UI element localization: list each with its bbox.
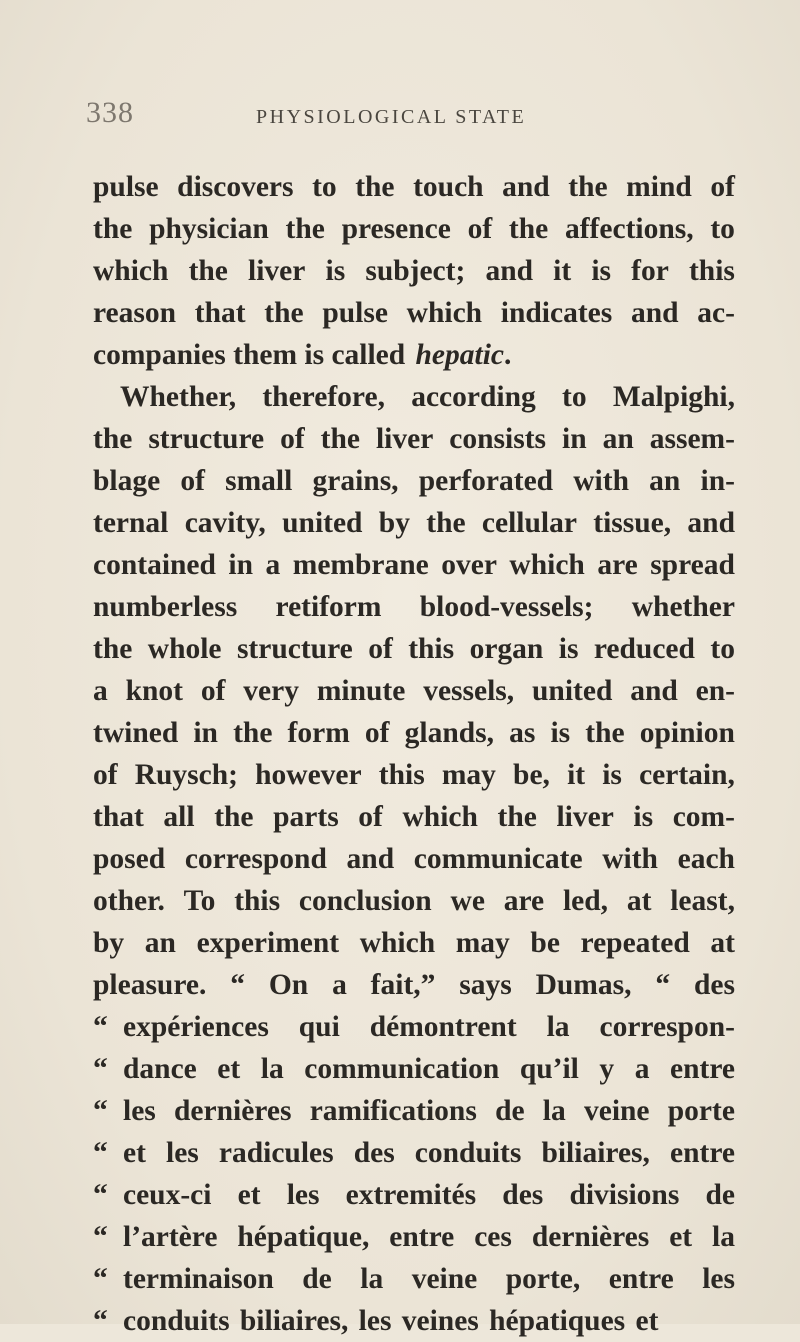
word: dernières xyxy=(174,1095,292,1127)
word: consists xyxy=(449,423,547,455)
quote-mark: “ xyxy=(93,1305,108,1337)
word: united xyxy=(282,507,363,539)
word: veine xyxy=(583,1095,650,1127)
running-head: PHYSIOLOGICAL STATE xyxy=(256,106,527,128)
word: entre xyxy=(670,1053,735,1085)
word: opinion xyxy=(639,717,735,749)
word: ramifications xyxy=(309,1095,477,1127)
word: however xyxy=(255,759,362,791)
word: over xyxy=(441,549,497,581)
word: structure xyxy=(236,633,353,665)
word: for xyxy=(631,255,669,287)
word: liver xyxy=(556,801,614,833)
word: reason xyxy=(93,297,177,329)
page-number: 338 xyxy=(86,96,134,129)
word: les xyxy=(166,1137,199,1169)
quote-line xyxy=(93,1132,735,1174)
word: entre xyxy=(670,1137,735,1169)
word: the xyxy=(585,717,625,749)
word: united xyxy=(532,675,613,707)
word: Dumas, xyxy=(535,969,632,1001)
word: at xyxy=(710,927,735,959)
word: retiform xyxy=(275,591,382,623)
word: an xyxy=(649,465,681,497)
word: tissue, xyxy=(593,507,672,539)
word: to xyxy=(710,213,735,245)
word: an xyxy=(602,423,634,455)
word: Ruysch; xyxy=(134,759,238,791)
word: in xyxy=(193,717,218,749)
word: which xyxy=(406,297,483,329)
word: each xyxy=(677,843,735,875)
word: the xyxy=(264,297,304,329)
word: les xyxy=(358,1305,392,1337)
word: the xyxy=(233,717,273,749)
word: as xyxy=(509,717,536,749)
quote-mark: “ xyxy=(93,1011,108,1043)
page-header xyxy=(0,96,800,136)
word: la xyxy=(712,1221,735,1253)
word: et xyxy=(123,1137,146,1169)
quote-line xyxy=(93,1048,735,1090)
word: by xyxy=(93,927,125,959)
word: knot xyxy=(125,675,183,707)
word: the xyxy=(93,633,133,665)
word: in xyxy=(562,423,587,455)
word: be xyxy=(530,927,560,959)
text-line xyxy=(93,670,735,712)
text-line xyxy=(93,292,735,334)
word: membrane xyxy=(292,549,429,581)
word: this xyxy=(234,885,281,917)
text-line xyxy=(93,838,735,880)
word: to xyxy=(312,171,337,203)
word: veine xyxy=(411,1263,478,1295)
word: pulse xyxy=(322,297,388,329)
word: of xyxy=(364,717,390,749)
word: et xyxy=(217,1053,241,1085)
word: may xyxy=(441,759,496,791)
word: a xyxy=(332,969,347,1001)
word: according xyxy=(411,381,536,413)
quote-line xyxy=(93,1258,735,1300)
body-text xyxy=(93,166,735,1342)
word: Whether, xyxy=(120,381,237,413)
text-line xyxy=(93,502,735,544)
word: les xyxy=(123,1095,156,1127)
quote-mark: “ xyxy=(93,1263,108,1295)
word: it xyxy=(553,255,572,287)
word: the xyxy=(188,255,228,287)
word: this xyxy=(408,633,455,665)
word: and xyxy=(630,297,679,329)
word: the xyxy=(214,801,254,833)
word: veines xyxy=(401,1305,479,1337)
word: “ xyxy=(655,969,671,1001)
word: the xyxy=(93,423,133,455)
word: is xyxy=(325,255,346,287)
word: of xyxy=(710,171,735,203)
word: of xyxy=(200,675,226,707)
word: the xyxy=(285,213,325,245)
word: cellular xyxy=(481,507,577,539)
word: et xyxy=(669,1221,693,1253)
word: en- xyxy=(695,675,735,707)
word: de xyxy=(495,1095,525,1127)
word: porte xyxy=(667,1095,735,1127)
text-line xyxy=(93,586,735,628)
word: posed xyxy=(93,843,166,875)
word: says xyxy=(459,969,512,1001)
word: the xyxy=(355,171,395,203)
word: the xyxy=(497,801,537,833)
word: radicules xyxy=(218,1137,334,1169)
word: which xyxy=(359,927,436,959)
word: blood-vessels; xyxy=(419,591,594,623)
word: the xyxy=(568,171,608,203)
word: are xyxy=(503,885,545,917)
word: grains, xyxy=(312,465,399,497)
word: indicates xyxy=(500,297,613,329)
word: hépatiques xyxy=(489,1305,626,1337)
word: porte, xyxy=(505,1263,581,1295)
word: conclusion xyxy=(298,885,432,917)
word: of xyxy=(280,423,305,455)
word: entre xyxy=(389,1221,455,1253)
word: liver xyxy=(375,423,434,455)
word: to xyxy=(562,381,587,413)
text-line xyxy=(93,460,735,502)
word: therefore, xyxy=(262,381,385,413)
word: com- xyxy=(672,801,735,833)
italic-term: hepatic xyxy=(415,339,504,371)
word: contained xyxy=(93,549,216,581)
word: ces xyxy=(474,1221,512,1253)
word: y xyxy=(599,1053,615,1085)
quote-mark: “ xyxy=(93,1137,108,1169)
word: and xyxy=(630,675,678,707)
text-line xyxy=(93,712,735,754)
word: hépatique, xyxy=(237,1221,370,1253)
text-line xyxy=(93,796,735,838)
text-line xyxy=(93,880,735,922)
word: repeated xyxy=(580,927,690,959)
word: assem- xyxy=(649,423,735,455)
word: certain, xyxy=(639,759,735,791)
word: correspond xyxy=(184,843,327,875)
word: the xyxy=(508,213,549,245)
word: biliaires, xyxy=(239,1305,349,1337)
word: terminaison xyxy=(123,1263,274,1295)
word: that xyxy=(194,297,246,329)
word: liver xyxy=(248,255,306,287)
word: led, xyxy=(562,885,609,917)
text-line xyxy=(93,334,735,376)
word: de xyxy=(302,1263,332,1295)
word: mind xyxy=(626,171,692,203)
word: to xyxy=(710,633,735,665)
word: ternal xyxy=(93,507,169,539)
word: dernières xyxy=(531,1221,650,1253)
text-line xyxy=(93,166,735,208)
word: very xyxy=(243,675,299,707)
word: la xyxy=(546,1011,570,1043)
word: may xyxy=(455,927,510,959)
word: divisions xyxy=(569,1179,680,1211)
word: conduits xyxy=(123,1305,230,1337)
word: by xyxy=(378,507,410,539)
word: form xyxy=(287,717,350,749)
word: pulse xyxy=(93,171,159,203)
word: of xyxy=(467,213,493,245)
word: la xyxy=(260,1053,284,1085)
word: et xyxy=(635,1305,659,1337)
text-line xyxy=(93,418,735,460)
word: be, xyxy=(513,759,550,791)
word: in- xyxy=(700,465,735,497)
word: other. xyxy=(93,885,165,917)
quote-mark: “ xyxy=(93,1053,108,1085)
word: physician xyxy=(149,213,269,245)
word: whole xyxy=(147,633,222,665)
word: dance xyxy=(123,1053,197,1085)
word: qui xyxy=(298,1011,340,1043)
text-line xyxy=(93,922,735,964)
word: qu’il xyxy=(519,1053,579,1085)
word: perforated xyxy=(418,465,554,497)
word: spread xyxy=(650,549,735,581)
word: biliaires, xyxy=(541,1137,650,1169)
word: glands, xyxy=(404,717,494,749)
word: small xyxy=(225,465,293,497)
text-line xyxy=(93,250,735,292)
word: expériences xyxy=(123,1011,269,1043)
word: the xyxy=(426,507,466,539)
word: entre xyxy=(608,1263,674,1295)
word: la xyxy=(542,1095,566,1127)
word: and xyxy=(687,507,735,539)
word: On xyxy=(268,969,309,1001)
word: Malpighi, xyxy=(612,381,735,413)
line-end-punct: . xyxy=(504,339,512,371)
word: all xyxy=(163,801,195,833)
word: it xyxy=(567,759,586,791)
word: affections, xyxy=(564,213,694,245)
quote-line xyxy=(93,1216,735,1258)
word: an xyxy=(144,927,176,959)
word: pleasure. xyxy=(93,969,207,1001)
word: des xyxy=(353,1137,395,1169)
word: we xyxy=(450,885,485,917)
word: organ xyxy=(469,633,544,665)
word: touch xyxy=(413,171,484,203)
word: least, xyxy=(670,885,735,917)
word: ac- xyxy=(697,297,735,329)
word: reduced xyxy=(593,633,695,665)
word: twined xyxy=(93,717,179,749)
text-line xyxy=(93,754,735,796)
word: experiment xyxy=(196,927,340,959)
text-line xyxy=(93,376,735,418)
word: presence xyxy=(341,213,451,245)
word: démontrent xyxy=(369,1011,517,1043)
word: structure xyxy=(148,423,265,455)
word: are xyxy=(597,549,638,581)
text-line xyxy=(93,208,735,250)
word: des xyxy=(693,969,735,1001)
word: fait,” xyxy=(370,969,436,1001)
text-line-start: companies them is called xyxy=(93,339,406,371)
word: l’artère xyxy=(123,1221,218,1253)
word: a xyxy=(93,675,108,707)
word: conduits xyxy=(414,1137,522,1169)
word: which xyxy=(509,549,585,581)
word: parts xyxy=(273,801,339,833)
word: which xyxy=(93,255,169,287)
word: and xyxy=(485,255,534,287)
word: les xyxy=(286,1179,320,1211)
word: is xyxy=(550,717,571,749)
text-line xyxy=(93,628,735,670)
word: les xyxy=(702,1263,735,1295)
word: is xyxy=(602,759,622,791)
word: is xyxy=(633,801,654,833)
quote-mark: “ xyxy=(93,1095,108,1127)
word: correspon- xyxy=(599,1011,735,1043)
word: des xyxy=(502,1179,544,1211)
word: communication xyxy=(304,1053,500,1085)
word: minute xyxy=(316,675,406,707)
word: extremités xyxy=(345,1179,477,1211)
word: this xyxy=(688,255,735,287)
quote-line xyxy=(93,1174,735,1216)
word: which xyxy=(402,801,478,833)
word: of xyxy=(358,801,383,833)
word: and xyxy=(346,843,395,875)
word: this xyxy=(378,759,425,791)
word: that xyxy=(93,801,144,833)
word: To xyxy=(183,885,216,917)
word: “ xyxy=(230,969,245,1001)
word: et xyxy=(237,1179,261,1211)
word: and xyxy=(502,171,550,203)
word: with xyxy=(602,843,658,875)
word: discovers xyxy=(177,171,294,203)
word: is xyxy=(558,633,579,665)
word: of xyxy=(368,633,393,665)
word: in xyxy=(228,549,254,581)
word: of xyxy=(180,465,205,497)
word: whether xyxy=(631,591,735,623)
word: subject; xyxy=(365,255,466,287)
word: at xyxy=(626,885,652,917)
word: of xyxy=(93,759,118,791)
word: de xyxy=(705,1179,735,1211)
text-line xyxy=(93,964,735,1006)
word: is xyxy=(591,255,612,287)
word: the xyxy=(320,423,360,455)
word: communicate xyxy=(413,843,583,875)
word: a xyxy=(265,549,281,581)
quote-mark: “ xyxy=(93,1221,108,1253)
quote-line xyxy=(93,1090,735,1132)
word: blage xyxy=(93,465,161,497)
quote-line xyxy=(93,1300,735,1342)
text-line xyxy=(93,544,735,586)
word: vessels, xyxy=(423,675,515,707)
word: ceux-ci xyxy=(123,1179,212,1211)
word: cavity, xyxy=(184,507,266,539)
word: numberless xyxy=(93,591,238,623)
quote-line xyxy=(93,1006,735,1048)
word: la xyxy=(360,1263,384,1295)
word: the xyxy=(93,213,133,245)
quote-mark: “ xyxy=(93,1179,108,1211)
word: a xyxy=(634,1053,650,1085)
word: with xyxy=(573,465,629,497)
